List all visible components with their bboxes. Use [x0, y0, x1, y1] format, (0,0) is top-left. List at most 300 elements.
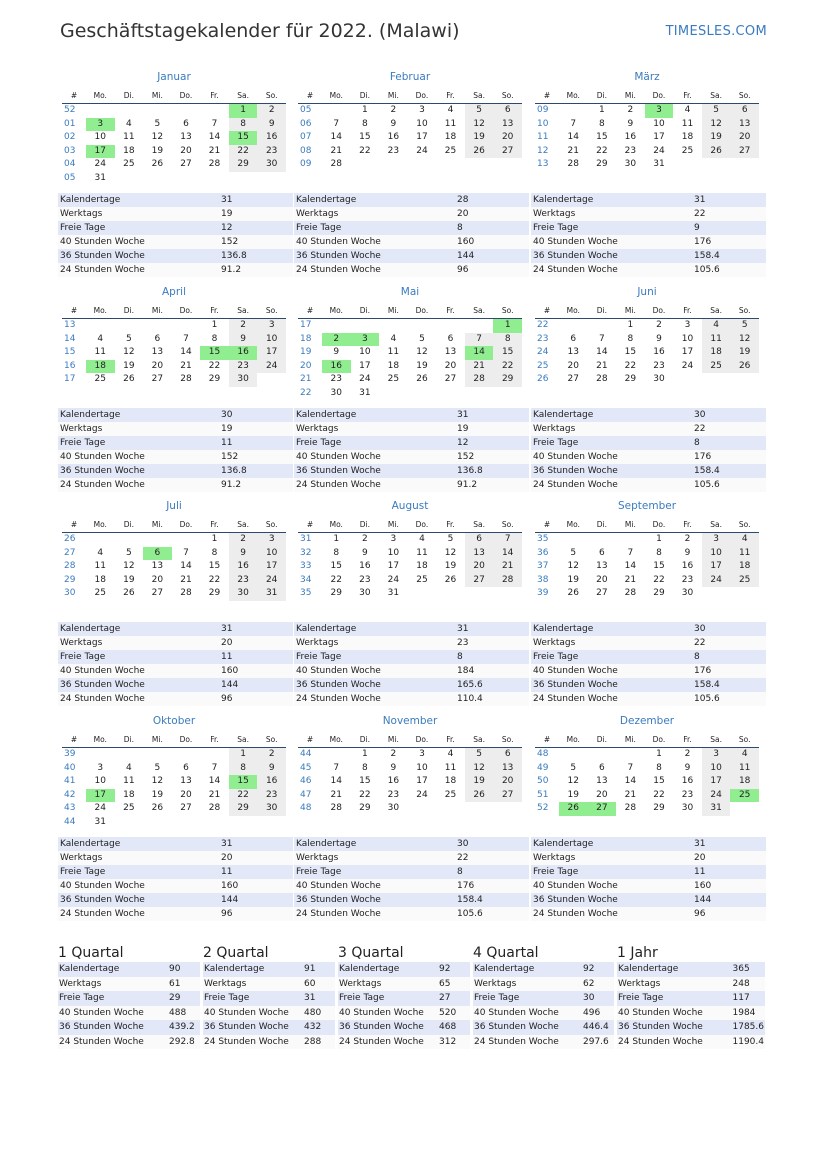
day-cell[interactable]: 29 — [596, 159, 608, 169]
day-cell[interactable]: 15 — [493, 346, 522, 360]
day-cell[interactable]: 31 — [359, 387, 371, 398]
day-cell[interactable]: 15 — [200, 346, 229, 360]
day-cell[interactable]: 9 — [361, 547, 368, 558]
day-cell[interactable]: 17 — [257, 346, 286, 360]
day-cell[interactable]: 14 — [567, 132, 579, 142]
day-cell[interactable]: 12 — [567, 776, 579, 786]
day-cell[interactable]: 29 — [359, 803, 371, 813]
day-cell[interactable]: 10 — [653, 118, 665, 129]
day-cell[interactable]: 30 — [387, 803, 400, 813]
day-cell[interactable]: 23 — [387, 789, 400, 800]
day-cell[interactable]: 23 — [681, 574, 694, 585]
day-cell[interactable]: 10 — [416, 762, 428, 773]
day-cell[interactable]: 29 — [208, 588, 221, 598]
day-cell[interactable]: 7 — [183, 333, 189, 344]
day-cell[interactable]: 10 — [416, 118, 428, 129]
day-cell[interactable]: 9 — [229, 547, 258, 561]
day-cell[interactable]: 27 — [596, 588, 608, 598]
day-cell[interactable]: 15 — [359, 132, 371, 142]
day-cell[interactable]: 17 — [387, 561, 400, 571]
day-cell[interactable]: 10 — [702, 547, 731, 561]
day-cell[interactable]: 10 — [359, 347, 371, 357]
day-cell[interactable]: 26 — [416, 374, 428, 384]
day-cell[interactable]: 28 — [208, 803, 221, 813]
day-cell[interactable]: 29 — [208, 374, 221, 384]
day-cell[interactable]: 28 — [330, 803, 342, 813]
day-cell[interactable]: 14 — [180, 347, 192, 357]
day-cell[interactable]: 20 — [493, 131, 522, 145]
day-cell[interactable]: 31 — [702, 802, 731, 816]
day-cell[interactable]: 1 — [211, 534, 218, 544]
day-cell[interactable]: 11 — [730, 762, 759, 776]
day-cell[interactable]: 24 — [359, 374, 371, 384]
day-cell[interactable]: 23 — [229, 360, 258, 374]
day-cell[interactable]: 16 — [387, 132, 400, 142]
day-cell[interactable]: 18 — [681, 132, 694, 142]
day-cell[interactable]: 7 — [333, 762, 340, 773]
day-cell[interactable]: 15 — [596, 132, 608, 142]
day-cell[interactable]: 7 — [333, 118, 340, 129]
day-cell[interactable]: 11 — [387, 347, 400, 357]
day-cell[interactable]: 8 — [333, 547, 340, 558]
day-cell[interactable]: 4 — [684, 105, 691, 115]
day-cell[interactable]: 8 — [211, 333, 218, 344]
day-cell[interactable]: 12 — [123, 347, 135, 357]
day-cell[interactable]: 17 — [702, 775, 731, 789]
day-cell[interactable]: 31 — [94, 172, 106, 183]
day-cell[interactable]: 20 — [730, 131, 759, 145]
day-cell[interactable]: 3 — [419, 749, 425, 759]
day-cell[interactable]: 1 — [211, 320, 218, 330]
day-cell[interactable]: 6 — [598, 547, 605, 558]
day-cell[interactable]: 15 — [229, 131, 258, 145]
day-cell[interactable]: 17 — [86, 789, 115, 803]
day-cell[interactable]: 12 — [123, 561, 135, 571]
day-cell[interactable]: 13 — [465, 547, 494, 561]
day-cell[interactable]: 16 — [359, 561, 371, 571]
site-link[interactable]: TIMESLES.COM — [665, 24, 767, 39]
day-cell[interactable]: 22 — [596, 145, 608, 156]
day-cell[interactable]: 2 — [627, 105, 634, 115]
day-cell[interactable]: 22 — [653, 574, 665, 585]
day-cell[interactable]: 11 — [702, 333, 731, 347]
day-cell[interactable]: 22 — [359, 789, 371, 800]
day-cell[interactable]: 3 — [86, 118, 115, 132]
day-cell[interactable]: 8 — [656, 762, 662, 773]
day-cell[interactable]: 4 — [730, 748, 759, 762]
day-cell[interactable]: 13 — [151, 561, 164, 571]
day-cell[interactable]: 26 — [465, 145, 494, 159]
day-cell[interactable]: 28 — [567, 159, 579, 169]
day-cell[interactable]: 14 — [624, 776, 637, 786]
day-cell[interactable]: 13 — [444, 347, 457, 357]
day-cell[interactable]: 5 — [419, 333, 425, 344]
day-cell[interactable]: 27 — [588, 802, 617, 816]
day-cell[interactable]: 7 — [211, 762, 218, 773]
day-cell[interactable]: 6 — [493, 104, 522, 118]
day-cell[interactable]: 9 — [627, 118, 634, 129]
day-cell[interactable]: 13 — [596, 776, 608, 786]
day-cell[interactable]: 31 — [257, 587, 286, 601]
day-cell[interactable]: 21 — [208, 789, 221, 800]
day-cell[interactable]: 18 — [702, 346, 731, 360]
day-cell[interactable]: 10 — [257, 547, 286, 561]
day-cell[interactable]: 1 — [656, 534, 662, 544]
day-cell[interactable]: 2 — [229, 533, 258, 547]
day-cell[interactable]: 19 — [465, 131, 494, 145]
day-cell[interactable]: 10 — [94, 776, 106, 786]
day-cell[interactable]: 19 — [151, 145, 164, 156]
day-cell[interactable]: 20 — [444, 360, 457, 371]
day-cell[interactable]: 17 — [416, 776, 428, 786]
day-cell[interactable]: 8 — [211, 547, 218, 558]
day-cell[interactable]: 4 — [97, 547, 104, 558]
day-cell[interactable]: 22 — [229, 145, 258, 159]
day-cell[interactable]: 8 — [627, 333, 634, 344]
day-cell[interactable]: 24 — [702, 789, 731, 803]
day-cell[interactable]: 20 — [465, 560, 494, 574]
day-cell[interactable]: 2 — [229, 319, 258, 333]
day-cell[interactable]: 28 — [596, 374, 608, 384]
day-cell[interactable]: 9 — [333, 347, 340, 357]
day-cell[interactable]: 1 — [361, 749, 368, 759]
day-cell[interactable]: 24 — [681, 360, 694, 371]
day-cell[interactable]: 21 — [180, 574, 192, 585]
day-cell[interactable]: 31 — [94, 816, 106, 827]
day-cell[interactable]: 27 — [493, 789, 522, 803]
day-cell[interactable]: 25 — [444, 145, 457, 156]
day-cell[interactable]: 5 — [570, 762, 577, 773]
day-cell[interactable]: 9 — [656, 333, 662, 344]
day-cell[interactable]: 26 — [730, 360, 759, 374]
day-cell[interactable]: 3 — [257, 319, 286, 333]
day-cell[interactable]: 12 — [444, 547, 457, 558]
day-cell[interactable]: 5 — [465, 104, 494, 118]
day-cell[interactable]: 27 — [465, 574, 494, 588]
day-cell[interactable]: 24 — [94, 159, 106, 169]
day-cell[interactable]: 11 — [94, 561, 106, 571]
day-cell[interactable]: 9 — [257, 118, 286, 132]
day-cell[interactable]: 25 — [123, 159, 135, 169]
day-cell[interactable]: 14 — [208, 776, 221, 786]
day-cell[interactable]: 4 — [730, 533, 759, 547]
day-cell[interactable]: 18 — [444, 132, 457, 142]
day-cell[interactable]: 15 — [359, 776, 371, 786]
day-cell[interactable]: 8 — [656, 547, 662, 558]
day-cell[interactable]: 1 — [656, 749, 662, 759]
day-cell[interactable]: 22 — [330, 574, 342, 585]
day-cell[interactable]: 14 — [465, 346, 494, 360]
day-cell[interactable]: 6 — [183, 762, 189, 773]
day-cell[interactable]: 18 — [444, 776, 457, 786]
day-cell[interactable]: 18 — [730, 560, 759, 574]
day-cell[interactable]: 6 — [143, 547, 172, 561]
day-cell[interactable]: 1 — [493, 319, 522, 333]
day-cell[interactable]: 11 — [444, 118, 457, 129]
day-cell[interactable]: 15 — [624, 347, 637, 357]
day-cell[interactable]: 23 — [359, 574, 371, 585]
day-cell[interactable]: 25 — [444, 789, 457, 800]
day-cell[interactable]: 22 — [359, 145, 371, 156]
day-cell[interactable]: 13 — [151, 347, 164, 357]
day-cell[interactable]: 10 — [387, 547, 400, 558]
day-cell[interactable]: 11 — [123, 776, 135, 786]
day-cell[interactable]: 26 — [567, 588, 579, 598]
day-cell[interactable]: 5 — [447, 534, 454, 544]
day-cell[interactable]: 10 — [257, 333, 286, 347]
day-cell[interactable]: 16 — [322, 360, 351, 374]
day-cell[interactable]: 13 — [596, 561, 608, 571]
day-cell[interactable]: 13 — [567, 347, 579, 357]
day-cell[interactable]: 3 — [351, 333, 380, 347]
day-cell[interactable]: 29 — [229, 802, 258, 816]
day-cell[interactable]: 25 — [702, 360, 731, 374]
day-cell[interactable]: 16 — [257, 131, 286, 145]
day-cell[interactable]: 6 — [598, 762, 605, 773]
day-cell[interactable]: 20 — [151, 360, 164, 371]
day-cell[interactable]: 26 — [123, 588, 135, 598]
day-cell[interactable]: 29 — [330, 588, 342, 598]
day-cell[interactable]: 18 — [86, 360, 115, 374]
day-cell[interactable]: 19 — [123, 574, 135, 585]
day-cell[interactable]: 9 — [390, 118, 397, 129]
day-cell[interactable]: 8 — [229, 762, 258, 776]
day-cell[interactable]: 12 — [730, 333, 759, 347]
day-cell[interactable]: 16 — [681, 776, 694, 786]
day-cell[interactable]: 8 — [493, 333, 522, 347]
day-cell[interactable]: 4 — [390, 333, 397, 344]
day-cell[interactable]: 24 — [387, 574, 400, 585]
day-cell[interactable]: 2 — [257, 104, 286, 118]
day-cell[interactable]: 8 — [361, 118, 368, 129]
day-cell[interactable]: 23 — [387, 145, 400, 156]
day-cell[interactable]: 22 — [653, 789, 665, 800]
day-cell[interactable]: 1 — [598, 105, 605, 115]
day-cell[interactable]: 11 — [416, 547, 428, 558]
day-cell[interactable]: 23 — [257, 145, 286, 159]
day-cell[interactable]: 2 — [361, 534, 368, 544]
day-cell[interactable]: 7 — [570, 118, 577, 129]
day-cell[interactable]: 13 — [180, 776, 192, 786]
day-cell[interactable]: 20 — [596, 789, 608, 800]
day-cell[interactable]: 28 — [624, 588, 637, 598]
day-cell[interactable]: 30 — [359, 588, 371, 598]
day-cell[interactable]: 13 — [730, 118, 759, 132]
day-cell[interactable]: 7 — [627, 762, 634, 773]
day-cell[interactable]: 6 — [570, 333, 577, 344]
day-cell[interactable]: 25 — [387, 374, 400, 384]
day-cell[interactable]: 11 — [94, 347, 106, 357]
day-cell[interactable]: 30 — [257, 158, 286, 172]
day-cell[interactable]: 24 — [653, 145, 665, 156]
day-cell[interactable]: 27 — [151, 588, 164, 598]
day-cell[interactable]: 25 — [94, 374, 106, 384]
day-cell[interactable]: 28 — [624, 803, 637, 813]
day-cell[interactable]: 26 — [123, 374, 135, 384]
day-cell[interactable]: 17 — [86, 145, 115, 159]
day-cell[interactable]: 14 — [330, 132, 342, 142]
day-cell[interactable]: 23 — [681, 789, 694, 800]
day-cell[interactable]: 9 — [229, 333, 258, 347]
day-cell[interactable]: 22 — [208, 574, 221, 585]
day-cell[interactable]: 26 — [151, 159, 164, 169]
day-cell[interactable]: 20 — [493, 775, 522, 789]
day-cell[interactable]: 4 — [702, 319, 731, 333]
day-cell[interactable]: 1 — [229, 748, 258, 762]
day-cell[interactable]: 10 — [94, 132, 106, 142]
day-cell[interactable]: 4 — [447, 749, 454, 759]
day-cell[interactable]: 9 — [684, 547, 691, 558]
day-cell[interactable]: 27 — [180, 159, 192, 169]
day-cell[interactable]: 7 — [183, 547, 189, 558]
day-cell[interactable]: 3 — [97, 762, 104, 773]
day-cell[interactable]: 8 — [229, 118, 258, 132]
day-cell[interactable]: 18 — [387, 360, 400, 371]
day-cell[interactable]: 28 — [180, 374, 192, 384]
day-cell[interactable]: 3 — [645, 104, 674, 118]
day-cell[interactable]: 28 — [465, 373, 494, 387]
day-cell[interactable]: 27 — [180, 803, 192, 813]
day-cell[interactable]: 15 — [229, 775, 258, 789]
day-cell[interactable]: 25 — [730, 789, 759, 803]
day-cell[interactable]: 27 — [493, 145, 522, 159]
day-cell[interactable]: 21 — [624, 574, 637, 585]
day-cell[interactable]: 5 — [154, 762, 161, 773]
day-cell[interactable]: 21 — [330, 789, 342, 800]
day-cell[interactable]: 23 — [330, 374, 342, 384]
day-cell[interactable]: 7 — [627, 547, 634, 558]
day-cell[interactable]: 16 — [229, 560, 258, 574]
day-cell[interactable]: 9 — [684, 762, 691, 773]
day-cell[interactable]: 30 — [229, 373, 258, 387]
day-cell[interactable]: 5 — [702, 104, 731, 118]
day-cell[interactable]: 16 — [653, 347, 665, 357]
day-cell[interactable]: 11 — [123, 132, 135, 142]
day-cell[interactable]: 14 — [624, 561, 637, 571]
day-cell[interactable]: 29 — [624, 374, 637, 384]
day-cell[interactable]: 23 — [624, 145, 637, 156]
day-cell[interactable]: 20 — [567, 360, 579, 371]
day-cell[interactable]: 12 — [465, 118, 494, 132]
day-cell[interactable]: 14 — [180, 561, 192, 571]
day-cell[interactable]: 20 — [180, 145, 192, 156]
day-cell[interactable]: 18 — [416, 561, 428, 571]
day-cell[interactable]: 19 — [567, 789, 579, 800]
day-cell[interactable]: 11 — [681, 118, 694, 129]
day-cell[interactable]: 21 — [465, 360, 494, 374]
day-cell[interactable]: 15 — [653, 561, 665, 571]
day-cell[interactable]: 6 — [730, 104, 759, 118]
day-cell[interactable]: 18 — [730, 775, 759, 789]
day-cell[interactable]: 30 — [330, 387, 342, 398]
day-cell[interactable]: 26 — [702, 145, 731, 159]
day-cell[interactable]: 20 — [151, 574, 164, 585]
day-cell[interactable]: 4 — [125, 762, 132, 773]
day-cell[interactable]: 18 — [94, 574, 106, 585]
day-cell[interactable]: 18 — [123, 789, 135, 800]
day-cell[interactable]: 13 — [180, 132, 192, 142]
day-cell[interactable]: 25 — [681, 145, 694, 156]
day-cell[interactable]: 22 — [624, 360, 637, 371]
day-cell[interactable]: 9 — [257, 762, 286, 776]
day-cell[interactable]: 5 — [570, 547, 577, 558]
day-cell[interactable]: 2 — [322, 333, 351, 347]
day-cell[interactable]: 26 — [444, 574, 457, 585]
day-cell[interactable]: 2 — [684, 534, 691, 544]
day-cell[interactable]: 5 — [154, 118, 161, 129]
day-cell[interactable]: 28 — [180, 588, 192, 598]
day-cell[interactable]: 7 — [465, 333, 494, 347]
day-cell[interactable]: 24 — [416, 789, 428, 800]
day-cell[interactable]: 30 — [257, 802, 286, 816]
day-cell[interactable]: 24 — [257, 360, 286, 374]
day-cell[interactable]: 5 — [125, 547, 132, 558]
day-cell[interactable]: 19 — [730, 346, 759, 360]
day-cell[interactable]: 19 — [444, 561, 457, 571]
day-cell[interactable]: 7 — [493, 533, 522, 547]
day-cell[interactable]: 25 — [416, 574, 428, 585]
day-cell[interactable]: 27 — [151, 374, 164, 384]
day-cell[interactable]: 2 — [656, 320, 662, 330]
day-cell[interactable]: 12 — [151, 132, 164, 142]
day-cell[interactable]: 7 — [211, 118, 218, 129]
day-cell[interactable]: 24 — [257, 574, 286, 588]
day-cell[interactable]: 14 — [330, 776, 342, 786]
day-cell[interactable]: 19 — [702, 131, 731, 145]
day-cell[interactable]: 27 — [444, 374, 457, 384]
day-cell[interactable]: 11 — [444, 762, 457, 773]
day-cell[interactable]: 12 — [465, 762, 494, 776]
day-cell[interactable]: 21 — [624, 789, 637, 800]
day-cell[interactable]: 3 — [419, 105, 425, 115]
day-cell[interactable]: 21 — [567, 145, 579, 156]
day-cell[interactable]: 11 — [730, 547, 759, 561]
day-cell[interactable]: 6 — [154, 333, 161, 344]
day-cell[interactable]: 21 — [180, 360, 192, 371]
day-cell[interactable]: 3 — [390, 534, 397, 544]
day-cell[interactable]: 2 — [390, 749, 397, 759]
day-cell[interactable]: 26 — [151, 803, 164, 813]
day-cell[interactable]: 6 — [493, 748, 522, 762]
day-cell[interactable]: 17 — [359, 360, 371, 371]
day-cell[interactable]: 5 — [730, 319, 759, 333]
day-cell[interactable]: 29 — [229, 158, 258, 172]
day-cell[interactable]: 5 — [465, 748, 494, 762]
day-cell[interactable]: 27 — [730, 145, 759, 159]
day-cell[interactable]: 17 — [416, 132, 428, 142]
day-cell[interactable]: 15 — [208, 561, 221, 571]
day-cell[interactable]: 10 — [702, 762, 731, 776]
day-cell[interactable]: 22 — [229, 789, 258, 803]
day-cell[interactable]: 21 — [330, 145, 342, 156]
day-cell[interactable]: 1 — [229, 104, 258, 118]
day-cell[interactable]: 17 — [257, 560, 286, 574]
day-cell[interactable]: 8 — [598, 118, 605, 129]
day-cell[interactable]: 12 — [567, 561, 579, 571]
day-cell[interactable]: 15 — [330, 561, 342, 571]
day-cell[interactable]: 3 — [702, 533, 731, 547]
day-cell[interactable]: 21 — [208, 145, 221, 156]
day-cell[interactable]: 23 — [653, 360, 665, 371]
day-cell[interactable]: 20 — [596, 574, 608, 585]
day-cell[interactable]: 19 — [465, 775, 494, 789]
day-cell[interactable]: 27 — [567, 374, 579, 384]
day-cell[interactable]: 19 — [151, 789, 164, 800]
day-cell[interactable]: 19 — [567, 574, 579, 585]
day-cell[interactable]: 17 — [702, 560, 731, 574]
day-cell[interactable]: 3 — [702, 748, 731, 762]
day-cell[interactable]: 14 — [493, 547, 522, 561]
